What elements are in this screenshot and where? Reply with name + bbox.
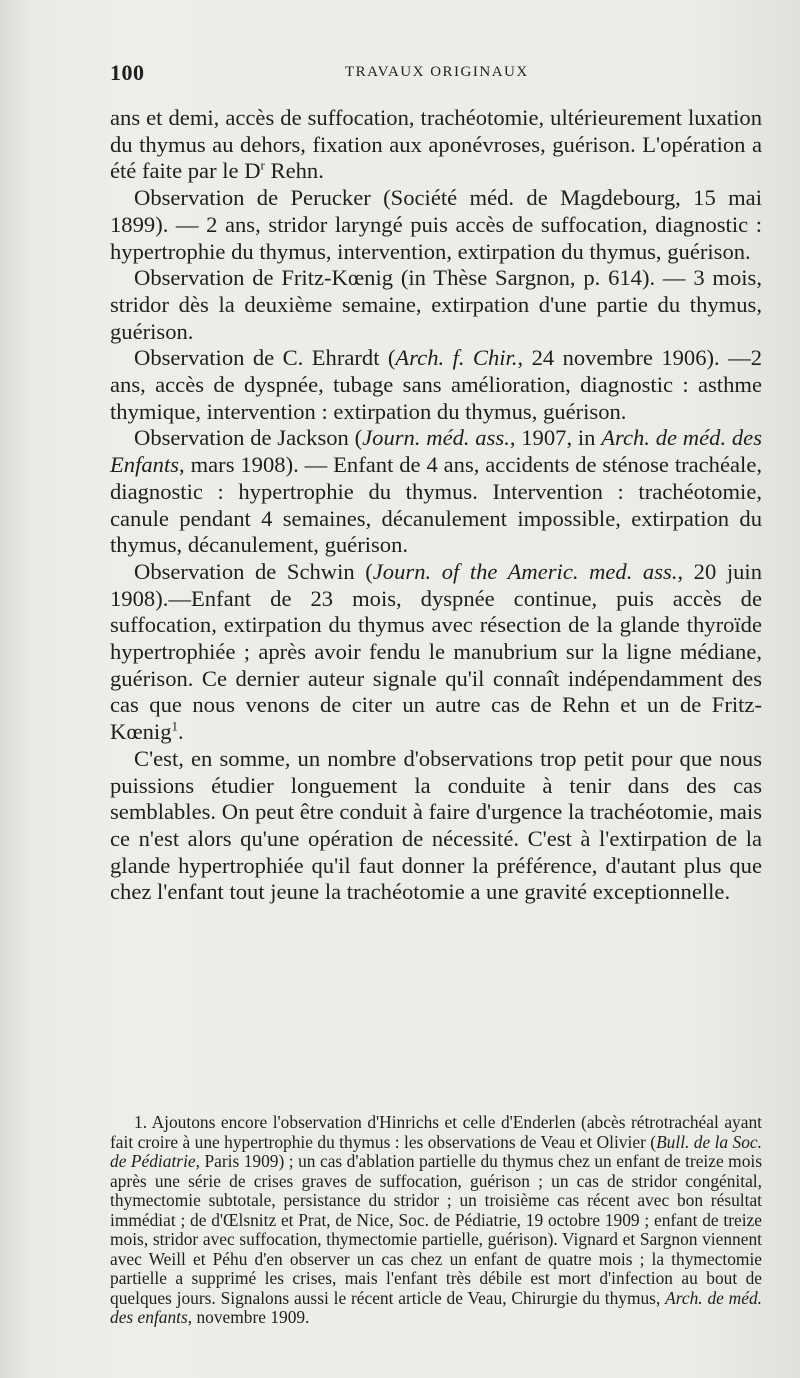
text-run: Observation de Perucker (Société méd. de Magdebourg, 15 mai 1899). — 2 ans, stridor laryngé puis accès de suffocation, diagnostic : hypertrophie du thymus, intervention, extirpation du thymus, guérison.: [110, 185, 762, 264]
page-number: 100: [110, 60, 145, 85]
paragraph-conclusion: [110, 746, 762, 906]
text-run: Observation de Fritz-Kœnig (in Thèse Sargnon, p. 614). — 3 mois, stridor dès la deuxième semaine, extirpation d'une partie du thymus, guérison.: [110, 265, 762, 344]
journal-title: Arch. de méd. des enfants: [110, 1287, 763, 1327]
journal-title: Journ. of the Americ. med. ass.: [372, 558, 678, 584]
text-run: Rehn.: [264, 158, 324, 184]
superscript: r: [260, 157, 265, 173]
running-title: TRAVAUX ORIGINAUX: [345, 64, 529, 80]
text-run: , mars 1908). — Enfant de 4 ans, accidents de sténose trachéale, diagnostic : hypertrophie du thymus. Intervention : trachéotomie, canule pendant 4 semaines, décanulement impossible, extirpation du thymus, décanulement, guérison.: [110, 452, 762, 558]
text-run: C'est, en somme, un nombre d'observations trop petit pour que nous puissions étudier longuement la conduite à tenir dans des cas semblables. On peut être conduit à faire d'urgence la trachéotomie, mais ce n'est alors qu'une opération de nécessité. C'est à l'extirpation de la glande hypertrophiée qu'il faut donner la préférence, d'autant plus que chez l'enfant tout jeune la trachéotomie a une gravité exceptionnelle.: [110, 745, 762, 905]
page-header: [110, 60, 760, 90]
text-run: ans et demi, accès de suffocation, trachéotomie, ultérieurement luxation du thymus au dehors, fixation aux aponévroses, guérison. L'opération a été faite par le D: [110, 105, 762, 184]
text-run: , novembre 1909.: [187, 1307, 310, 1327]
body-text: [110, 105, 762, 906]
journal-title: Bull. de la Soc. de Pédiatrie: [110, 1131, 762, 1171]
text-run: Observation de C. Ehrardt (: [134, 345, 396, 371]
footnotes: [110, 1113, 762, 1328]
journal-title: Arch. f. Chir.: [395, 345, 518, 371]
paragraph-perucker: [110, 185, 762, 265]
paragraph-ehrardt: [110, 345, 762, 425]
text-run: , 24 novembre 1906). —2 ans, accès de dyspnée, tubage sans amélioration, diagnostic : asthme thymique, intervention : extirpation du thymus, guérison.: [110, 345, 763, 424]
text-run: .: [178, 719, 184, 745]
text-run: 1. Ajoutons encore l'observation d'Hinrichs et celle d'Enderlen (abcès rétrotrachéal ayant fait croire à une hypertrophie du thymus : les observations de Veau et Olivier (: [110, 1112, 762, 1152]
text-run: , 20 juin 1908).—Enfant de 23 mois, dyspnée continue, puis accès de suffocation, extirpation du thymus avec résection de la glande thyroïde hypertrophiée ; après avoir fendu le manubrium sur la ligne médiane, guérison. Ce dernier auteur signale qu'il connaît indépendamment des cas que nous venons de citer un autre cas de Rehn et un de Fritz-Kœnig: [110, 558, 762, 745]
paragraph-rehn: [110, 105, 762, 185]
footnote-marker: 1: [171, 718, 179, 734]
text-run: , Paris 1909) ; un cas d'ablation partielle du thymus chez un enfant de treize mois après une série de crises graves de suffocation, guérison ; un cas de stridor congénital, thymectomie subtotale, persistance du stridor ; un troisième cas récent avec bon résultat immédiat ; de d'Œlsnitz et Prat, de Nice, Soc. de Pédiatrie, 19 octobre 1909 ; enfant de treize mois, stridor avec suffocation, thymectomie partielle, guérison). Vignard et Sargnon viennent avec Weill et Péhu d'en observer un cas chez un enfant de quatre mois ; la thymectomie partielle a supprimé les crises, mais l'enfant très débile est mort d'infection au bout de quelques jours. Signalons aussi le récent article de Veau, Chirurgie du thymus,: [110, 1151, 762, 1308]
text-run: Observation de Schwin (: [134, 558, 373, 584]
journal-title: Journ. méd. ass.: [362, 425, 510, 451]
text-run: , 1907, in: [509, 425, 602, 451]
paragraph-schwin: [110, 559, 762, 746]
footnote-1: [110, 1113, 762, 1328]
paragraph-fritz-koenig: [110, 265, 762, 345]
paragraph-jackson: [110, 425, 762, 559]
journal-title: Arch. de méd. des Enfants: [110, 425, 762, 478]
text-run: Observation de Jackson (: [134, 425, 363, 451]
